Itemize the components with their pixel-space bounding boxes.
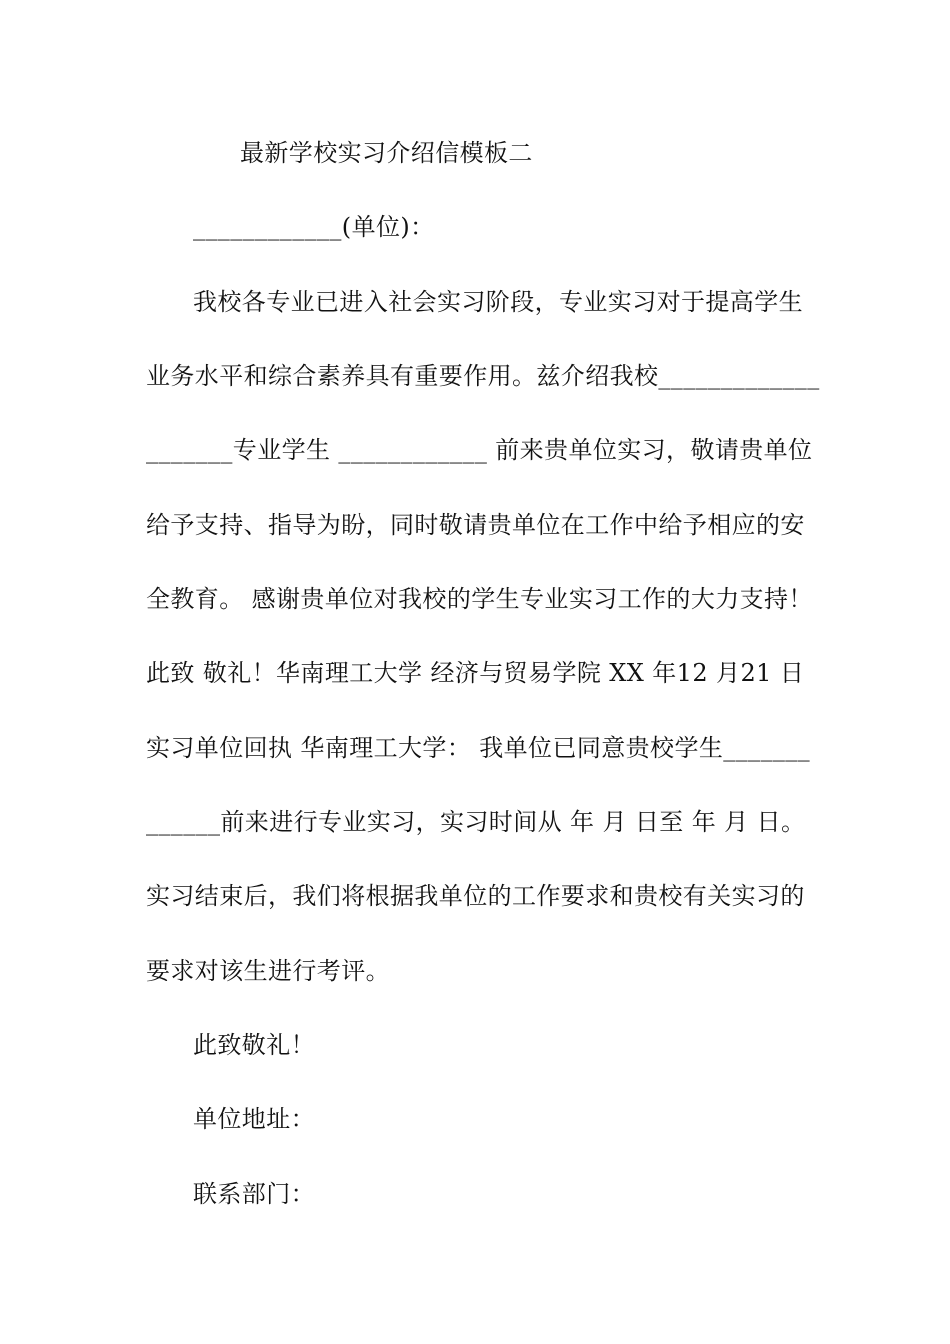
- body-line-4: 给予支持、指导为盼，同时敬请贵单位在工作中给予相应的安: [146, 511, 805, 539]
- address-label: 单位地址：: [193, 1105, 315, 1133]
- body-line-5: 全教育。 感谢贵单位对我校的学生专业实习工作的大力支持！: [146, 585, 813, 613]
- department-label: 联系部门：: [193, 1180, 315, 1208]
- body-line-2: 业务水平和综合素养具有重要作用。兹介绍我校_____________: [146, 362, 820, 390]
- closing-line: 此致敬礼！: [193, 1031, 315, 1059]
- body-line-3: _______专业学生 ____________ 前来贵单位实习，敬请贵单位: [146, 436, 813, 464]
- document-title: 最新学校实习介绍信模板二: [240, 139, 533, 167]
- body-line-7: 实习单位回执 华南理工大学： 我单位已同意贵校学生_______: [146, 734, 811, 762]
- body-line-1: 我校各专业已进入社会实习阶段，专业实习对于提高学生: [193, 288, 803, 316]
- body-line-10: 要求对该生进行考评。: [146, 957, 390, 985]
- salutation-line: ____________(单位)：: [193, 213, 435, 241]
- body-line-6: 此致 敬礼！华南理工大学 经济与贸易学院 XX 年12 月21 日: [146, 659, 805, 687]
- body-line-8: ______前来进行专业实习，实习时间从 年 月 日至 年 月 日。: [146, 808, 806, 836]
- body-line-9: 实习结束后，我们将根据我单位的工作要求和贵校有关实习的: [146, 882, 805, 910]
